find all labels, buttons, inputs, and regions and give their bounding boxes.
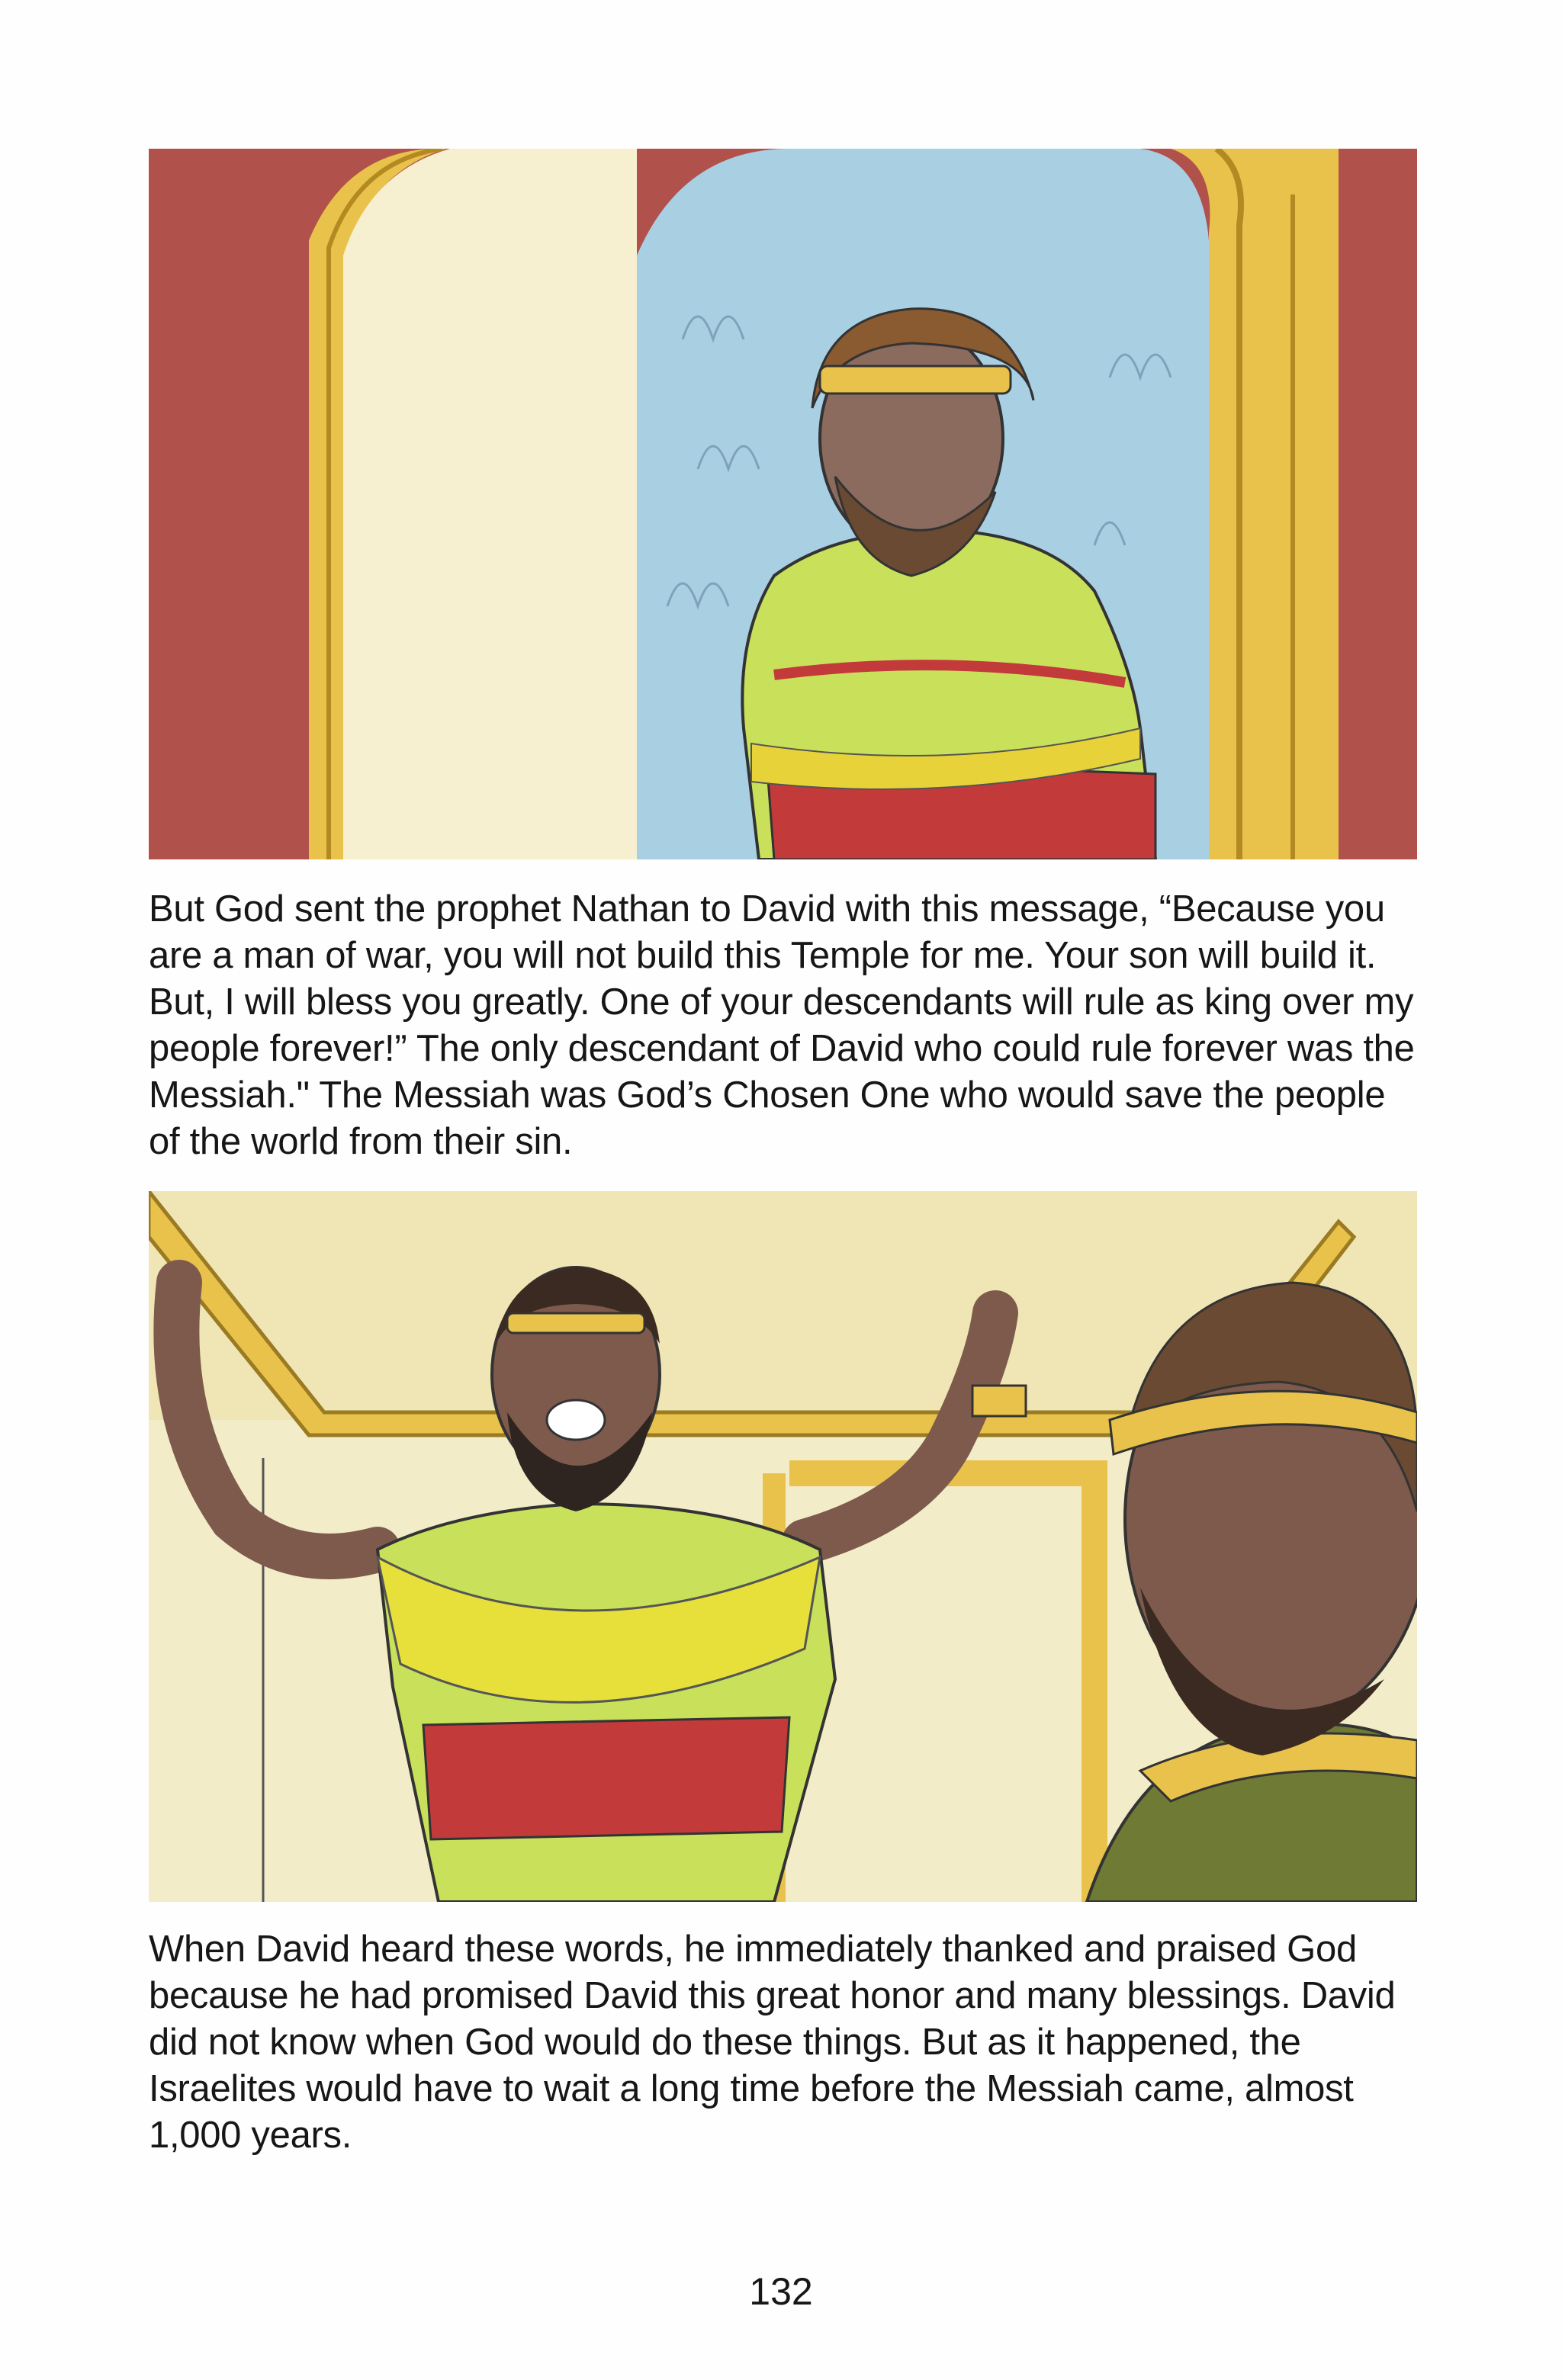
story-paragraph: When David heard these words, he immediately thanked and praised God because he had promised David this great honor and many blessings. David did not know when God would do these things. But as it happened, the Israelites would have to wait a long time before the Messiah came, almost 1,000 years.: [149, 1929, 1396, 2156]
page-number: 132: [749, 2270, 813, 2313]
story-paragraph: But God sent the prophet Nathan to David with this message, “Because you are a man of war, you will not build this Temple for me. Your son will build it. But, I will bless you greatly. One of your descendants will rule as king over my people forever!” The only descendant of David who could rule forever was the Messiah." The Messiah was God’s Chosen One who would save the people of the world from their sin.: [149, 888, 1415, 1162]
illustration-david-praising: [149, 1191, 1417, 1902]
illustration-david-in-doorway: [149, 149, 1417, 859]
